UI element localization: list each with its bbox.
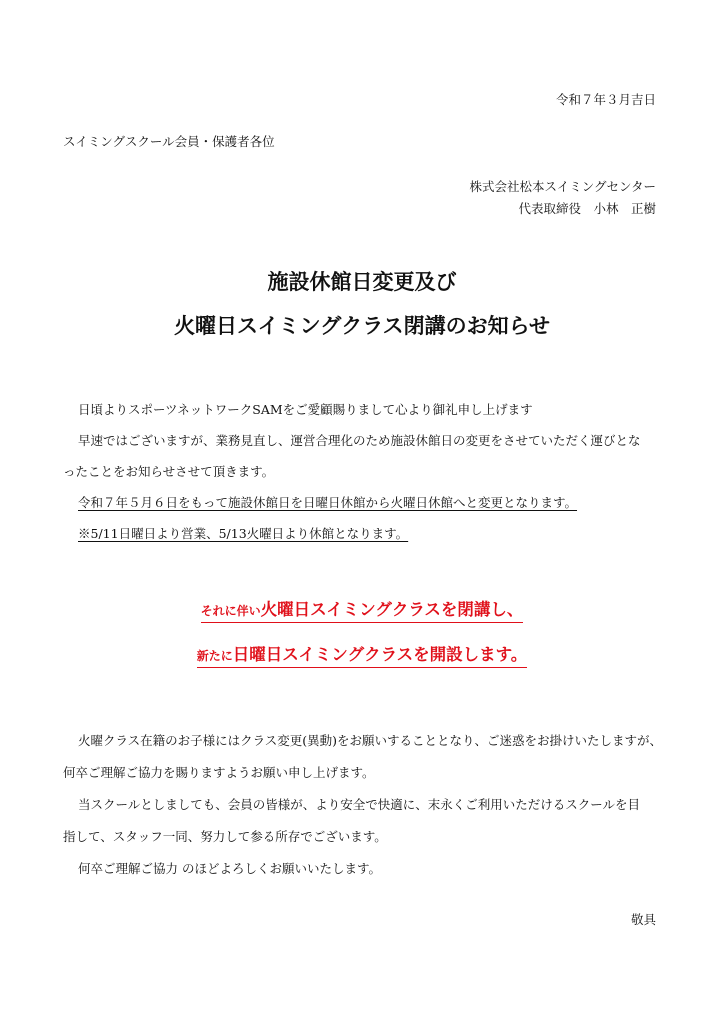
body2-paragraph-1b: 何卒ご理解ご協力を賜りますようお願い申し上げます。 xyxy=(63,765,375,780)
highlight-line-2-main: 日曜日スイミングクラスを開設します。 xyxy=(232,645,528,664)
body2-paragraph-1a: 火曜クラス在籍のお子様にはクラス変更(異動)をお願いすることとなり、ご迷惑をお掛けいたしますが、 xyxy=(78,733,663,748)
highlight-line-1 xyxy=(0,599,724,622)
body-paragraph-greeting: 日頃よりスポーツネットワークSAMをご愛顧賜りまして心より御礼申し上げます xyxy=(78,402,533,417)
closing-day-schedule-line: ※5/11日曜日より営業、5/13火曜日より休館となります。 xyxy=(78,526,409,541)
title-line-1: 施設休館日変更及び xyxy=(267,269,457,294)
closing-word: 敬具 xyxy=(630,912,656,927)
highlight-line-2-prefix: 新たに xyxy=(196,649,233,663)
recipient-line: スイミングスクール会員・保護者各位 xyxy=(63,134,275,149)
title-line-2: 火曜日スイミングクラス閉講のお知らせ xyxy=(174,313,550,338)
body2-paragraph-2a: 当スクールとしましても、会員の皆様が、より安全で快適に、末永くご利用いただけるスクールを目 xyxy=(78,797,641,812)
closing-day-change-line: 令和７年５月６日をもって施設休館日を日曜日休館から火曜日休館へと変更となります。 xyxy=(78,495,578,510)
sender-company: 株式会社松本スイミングセンター xyxy=(469,179,656,194)
body2-paragraph-3: 何卒ご理解ご協力 のほどよろしくお願いいたします。 xyxy=(78,861,381,876)
body-paragraph-notice-2: ったことをお知らせさせて頂きます。 xyxy=(63,464,275,479)
sender-person: 代表取締役 小林 正樹 xyxy=(518,201,656,216)
body2-paragraph-2b: 指して、スタッフ一同、努力して参る所存でございます。 xyxy=(63,829,387,844)
highlight-line-1-main: 火曜日スイミングクラスを閉講し、 xyxy=(260,600,524,619)
highlight-line-2-underline xyxy=(197,645,528,668)
highlight-line-1-prefix: それに伴い xyxy=(200,604,261,618)
document-date: 令和７年３月吉日 xyxy=(555,92,656,107)
body-paragraph-notice-1: 早速ではございますが、業務見直し、運営合理化のため施設休館日の変更をさせていただく運びとな xyxy=(78,433,641,448)
highlight-line-2 xyxy=(0,644,724,667)
highlight-line-1-underline xyxy=(201,600,524,623)
